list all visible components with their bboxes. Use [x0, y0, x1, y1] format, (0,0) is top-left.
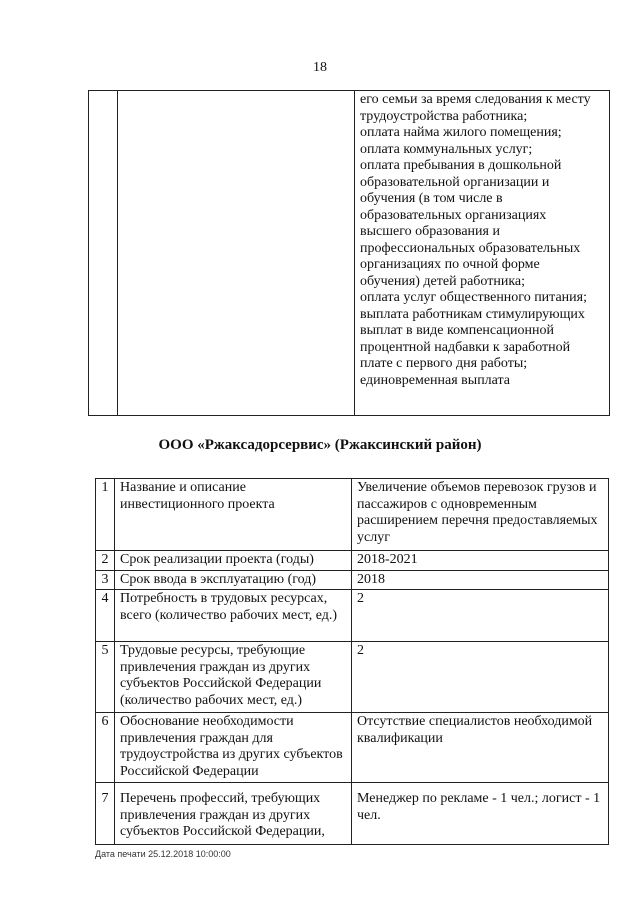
- text-line: обучения (в том числе в: [360, 191, 503, 206]
- row-value: Увеличение объемов перевозок грузов и пассажиров с одновременным расширением перечня предоставляемых услуг: [352, 479, 609, 551]
- text-line: организациях по очной форме: [360, 257, 540, 272]
- text-line: высшего образования и: [360, 224, 500, 239]
- row-label: Срок ввода в эксплуатацию (год): [115, 570, 352, 590]
- text-line: трудоустройства работника;: [360, 108, 528, 124]
- row-number: 3: [96, 570, 115, 590]
- table-row: [96, 551, 609, 571]
- print-date-footer: Дата печати 25.12.2018 10:00:00: [95, 849, 231, 859]
- table-row: [96, 783, 609, 845]
- table-row: [89, 91, 610, 416]
- text-line: процентной надбавки к заработной: [360, 339, 571, 355]
- row-value: Отсутствие специалистов необходимой квалификации: [352, 713, 609, 783]
- table-row: [96, 590, 609, 642]
- row-label: Обоснование необходимости привлечения граждан для трудоустройства из других субъектов Российской Федерации: [115, 713, 352, 783]
- text-line: оплата найма жилого помещения;: [360, 125, 562, 140]
- row-value: 2: [352, 642, 609, 713]
- text-line: единовременная выплата: [360, 372, 511, 388]
- row-number: 4: [96, 590, 115, 642]
- text-line: обучения) детей работника;: [360, 273, 526, 289]
- row-label: Трудовые ресурсы, требующие привлечения граждан из других субъектов Российской Федерации (количество рабочих мест, ед.): [115, 642, 352, 713]
- table-row: [96, 713, 609, 783]
- text-line: его семьи за время следования к месту: [360, 92, 591, 107]
- table-cell: [118, 91, 355, 416]
- project-table: [95, 478, 609, 845]
- text-line: оплата услуг общественного питания;: [360, 290, 587, 305]
- text-line: профессиональных образовательных: [360, 240, 581, 256]
- text-line: выплата работникам стимулирующих: [360, 306, 585, 322]
- continuation-text-cell: [355, 91, 610, 416]
- text-line: оплата коммунальных услуг;: [360, 141, 533, 157]
- row-value: 2018: [352, 570, 609, 590]
- page-number: 18: [313, 60, 327, 75]
- continuation-table: [88, 90, 610, 416]
- text-line: образовательной организации и: [360, 174, 550, 190]
- text-line: плате с первого дня работы;: [360, 356, 528, 371]
- section-title: ООО «Ржаксадорсервис» (Ржаксинский район): [158, 437, 482, 453]
- text-line: образовательных организациях: [360, 207, 547, 223]
- row-number: 2: [96, 551, 115, 571]
- row-number: 5: [96, 642, 115, 713]
- table-cell: [89, 91, 118, 416]
- row-number: 7: [96, 783, 115, 845]
- row-number: 6: [96, 713, 115, 783]
- row-value: 2: [352, 590, 609, 642]
- table-row: [96, 570, 609, 590]
- text-line: выплат в виде компенсационной: [360, 323, 554, 338]
- row-label: Срок реализации проекта (годы): [115, 551, 352, 571]
- row-value: Менеджер по рекламе - 1 чел.; логист - 1 чел.: [352, 783, 609, 845]
- table-row: [96, 642, 609, 713]
- row-label: Перечень профессий, требующих привлечения граждан из других субъектов Российской Федерации,: [115, 783, 352, 845]
- text-line: оплата пребывания в дошкольной: [360, 158, 562, 173]
- row-label: Название и описание инвестиционного проекта: [115, 479, 352, 551]
- row-number: 1: [96, 479, 115, 551]
- row-label: Потребность в трудовых ресурсах, всего (количество рабочих мест, ед.): [115, 590, 352, 642]
- table-row: [96, 479, 609, 551]
- row-value: 2018-2021: [352, 551, 609, 571]
